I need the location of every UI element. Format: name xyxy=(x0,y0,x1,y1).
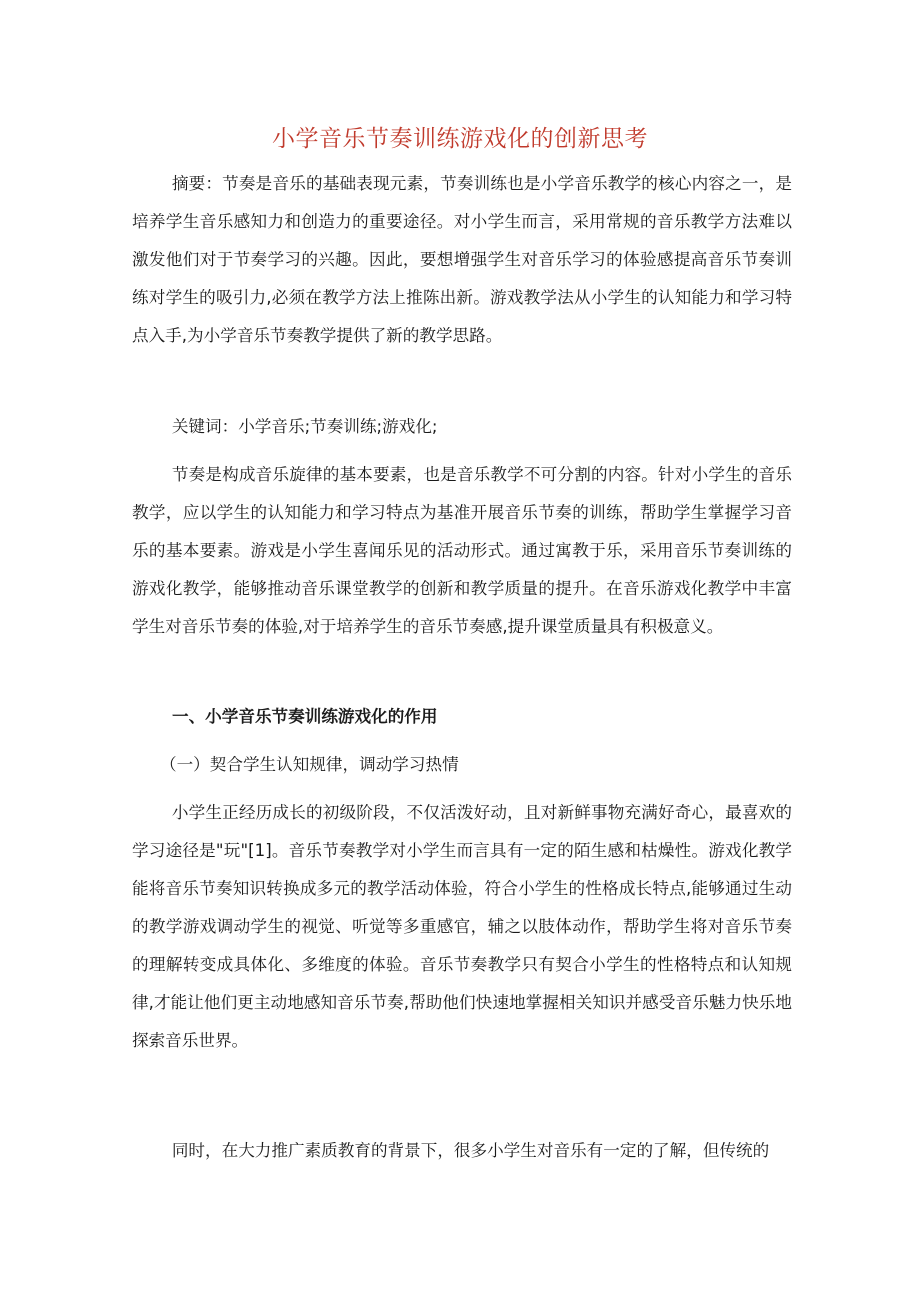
body-paragraph-2-text: 同时，在大力推广素质教育的背景下，很多小学生对音乐有一定的了解，但传统的 xyxy=(171,1141,770,1160)
body-paragraph-1 xyxy=(132,794,792,1060)
abstract-label: 摘要： xyxy=(171,174,223,193)
keywords-label: 关键词： xyxy=(171,417,239,436)
document-title: 小学音乐节奏训练游戏化的创新思考 xyxy=(272,126,648,152)
intro-text: 节奏是构成音乐旋律的基本要素，也是音乐教学不可分割的内容。针对小学生的音乐教学，应以学生的认知能力和学习特点为基准开展音乐节奏的训练，帮助学生掌握学习音乐的基本要素。游戏是小学生喜闻乐见的活动形式。通过寓教于乐，采用音乐节奏训练的游戏化教学，能够推动音乐课堂教学的创新和教学质量的提升。在音乐游戏化教学中丰富学生对音乐节奏的体验,对于培养学生的音乐节奏感,提升课堂质量具有积极意义。 xyxy=(132,465,792,636)
section-heading: 一、小学音乐节奏训练游戏化的作用 xyxy=(172,707,438,726)
keywords-text: 小学音乐;节奏训练;游戏化; xyxy=(238,417,438,436)
body-paragraph-1-text: 小学生正经历成长的初级阶段，不仅活泼好动，且对新鲜事物充满好奇心，最喜欢的学习途径是"玩"[1]。音乐节奏教学对小学生而言具有一定的陌生感和枯燥性。游戏化教学能将音乐节奏知识转换成多元的教学活动体验，符合小学生的性格成长特点,能够通过生动的教学游戏调动学生的视觉、听觉等多重感官，辅之以肢体动作，帮助学生将对音乐节奏的理解转变成具体化、多维度的体验。音乐节奏教学只有契合小学生的性格特点和认知规律,才能让他们更主动地感知音乐节奏,帮助他们快速地掌握相关知识并感受音乐魅力快乐地探索音乐世界。 xyxy=(132,803,792,1050)
subsection-heading: （一）契合学生认知规律，调动学习热情 xyxy=(160,755,459,774)
intro-paragraph xyxy=(132,456,792,646)
abstract-text: 节奏是音乐的基础表现元素，节奏训练也是小学音乐教学的核心内容之一，是培养学生音乐感知力和创造力的重要途径。对小学生而言，采用常规的音乐教学方法难以激发他们对于节奏学习的兴趣。因此，要想增强学生对音乐学习的体验感提高音乐节奏训练对学生的吸引力,必须在教学方法上推陈出新。游戏教学法从小学生的认知能力和学习特点入手,为小学音乐节奏教学提供了新的教学思路。 xyxy=(132,174,793,345)
keywords-paragraph xyxy=(132,408,792,446)
abstract-paragraph xyxy=(132,165,792,355)
body-paragraph-2 xyxy=(132,1132,792,1170)
